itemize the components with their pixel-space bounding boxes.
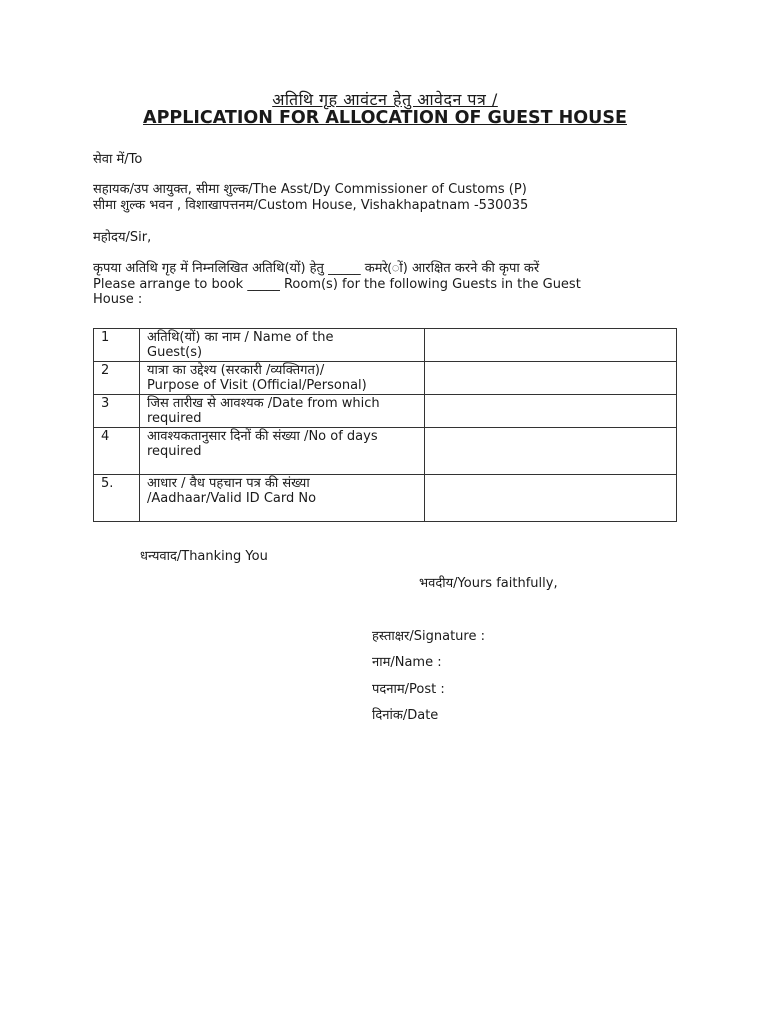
row-label-line-1: जिस तारीख से आवश्यक /Date from which (147, 396, 380, 411)
thanking-you: धन्यवाद/Thanking You (140, 549, 268, 564)
row-label (140, 395, 425, 428)
guest-name-field[interactable] (425, 329, 677, 362)
purpose-of-visit-field[interactable] (425, 362, 677, 395)
title-hindi: अतिथि गृह आवंटन हेतु आवेदन पत्र / (272, 90, 498, 109)
table-row (94, 329, 677, 362)
date-label: दिनांक/Date (372, 708, 439, 723)
title-english: APPLICATION FOR ALLOCATION OF GUEST HOUSE (143, 108, 627, 128)
address-line-1: सहायक/उप आयुक्त, सीमा शुल्क/The Asst/Dy Commissioner of Customs (P) (93, 182, 527, 197)
row-label-line-2: Guest(s) (147, 345, 203, 360)
table-row (94, 428, 677, 475)
row-label-line-1: आवश्यकतानुसार दिनों की संख्या /No of days (147, 429, 378, 444)
row-label-line-2: /Aadhaar/Valid ID Card No (147, 491, 317, 506)
row-number: 4 (94, 428, 140, 475)
salutation: महोदय/Sir, (93, 230, 152, 245)
signature-label: हस्ताक्षर/Signature : (372, 629, 485, 644)
guest-details-table (93, 328, 677, 522)
request-hindi: कृपया अतिथि गृह में निम्नलिखित अतिथि(यों) हेतु _____ कमरे(ों) आरक्षित करने की कृपा करें (93, 261, 540, 276)
post-label: पदनाम/Post : (372, 682, 445, 697)
row-label-line-2: required (147, 411, 202, 426)
to-line: सेवा में/To (93, 152, 143, 167)
row-label-line-1: यात्रा का उद्देश्य (सरकारी /व्यक्तिगत)/ (147, 363, 325, 378)
request-english-line-2: House : (93, 292, 143, 307)
address-line-2: सीमा शुल्क भवन , विशाखापत्तनम/Custom House, Vishakhapatnam -530035 (93, 198, 529, 213)
name-label: नाम/Name : (372, 655, 442, 670)
row-number: 2 (94, 362, 140, 395)
row-number: 3 (94, 395, 140, 428)
request-english-line-1: Please arrange to book _____ Room(s) for the following Guests in the Guest (93, 277, 581, 292)
row-label (140, 475, 425, 522)
row-label (140, 362, 425, 395)
row-number: 5. (94, 475, 140, 522)
row-label-line-2: required (147, 444, 202, 459)
id-card-number-field[interactable] (425, 475, 677, 522)
row-number: 1 (94, 329, 140, 362)
table-row (94, 362, 677, 395)
table-row (94, 395, 677, 428)
table-row (94, 475, 677, 522)
row-label (140, 329, 425, 362)
yours-faithfully: भवदीय/Yours faithfully, (419, 576, 558, 591)
row-label-line-1: आधार / वैध पहचान पत्र की संख्या (147, 476, 310, 491)
date-from-field[interactable] (425, 395, 677, 428)
row-label-line-2: Purpose of Visit (Official/Personal) (147, 378, 367, 393)
row-label (140, 428, 425, 475)
number-of-days-field[interactable] (425, 428, 677, 475)
row-label-line-1: अतिथि(यों) का नाम / Name of the (147, 330, 334, 345)
